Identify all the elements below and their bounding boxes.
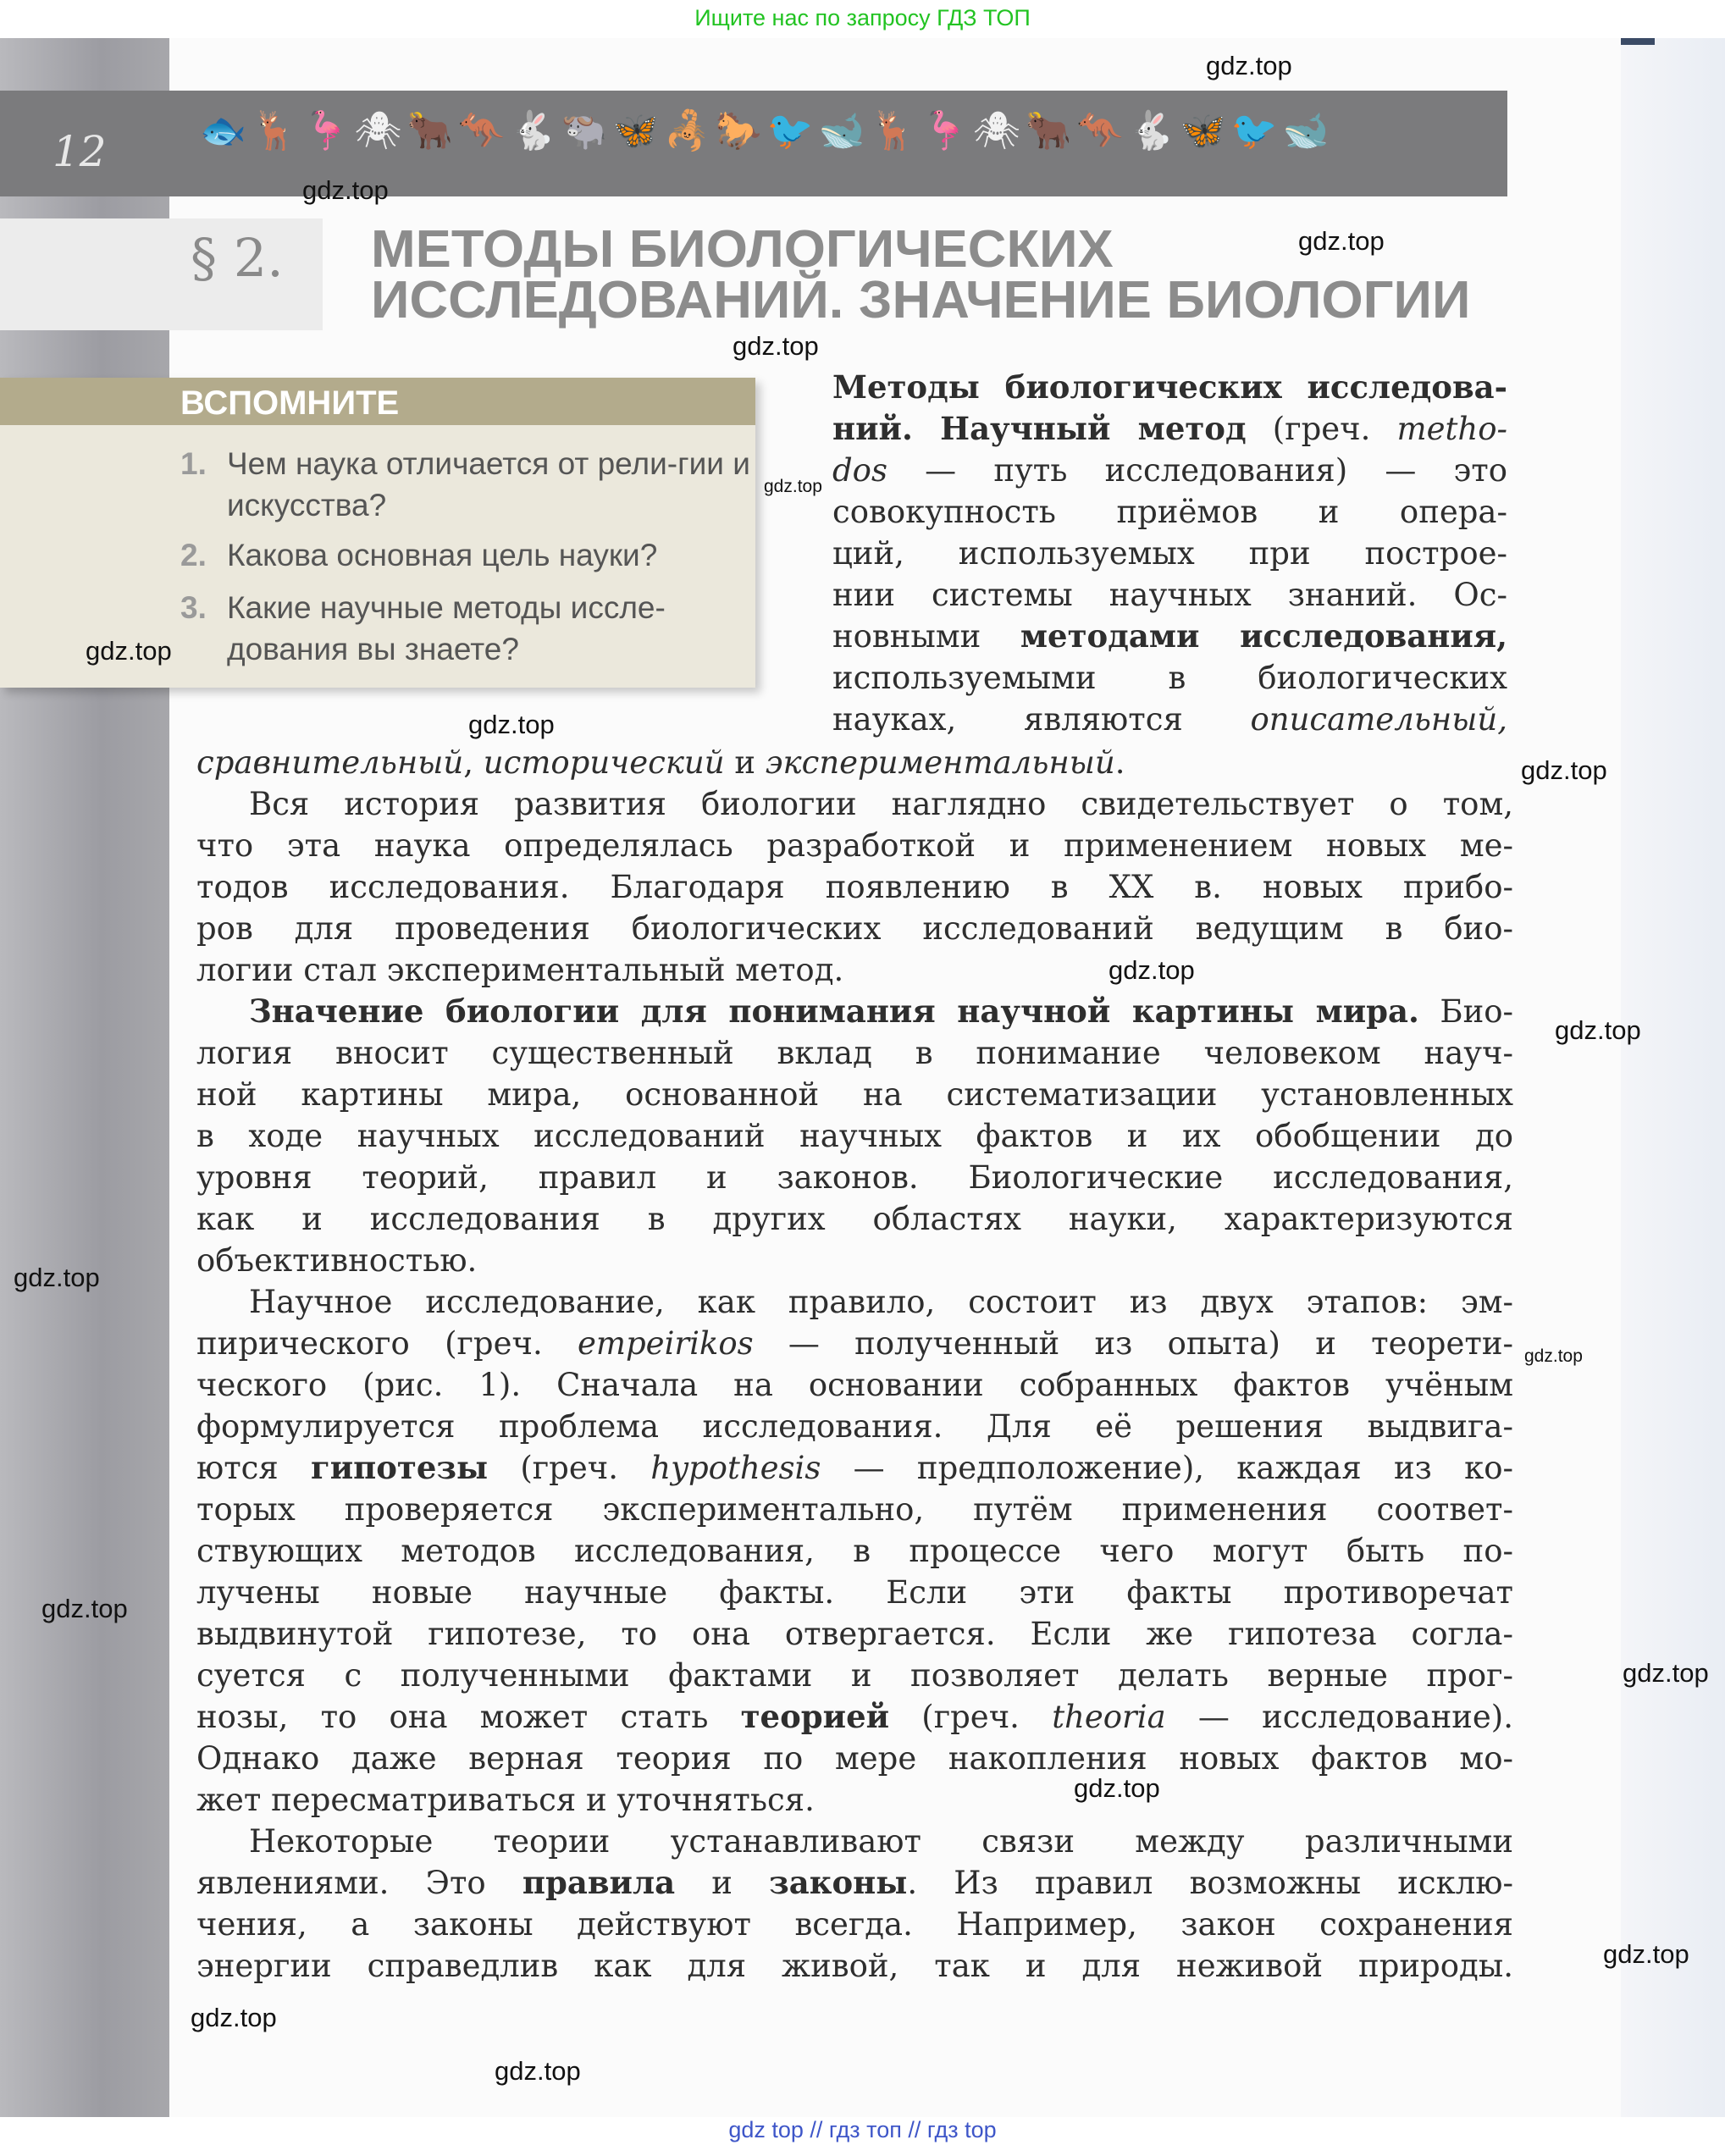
- question-text: Какие научные методы иссле-дования вы знаете?: [227, 590, 666, 666]
- text-line: [832, 491, 1507, 533]
- text-line: [832, 699, 1507, 740]
- italic-term: описательный,: [1250, 701, 1507, 738]
- watermark: gdz.top: [495, 2056, 581, 2086]
- recall-question: [180, 534, 752, 576]
- text-run: ются: [196, 1450, 312, 1486]
- text-line: [196, 908, 1513, 949]
- text-run: выдвинутой гипотезе, то она отвергается. Если же гипотеза согла-: [196, 1616, 1513, 1652]
- watermark: gdz.top: [86, 636, 172, 666]
- page-gutter: [0, 38, 169, 2117]
- section-number: § 2.: [191, 227, 284, 289]
- italic-term: экспериментальный: [765, 744, 1115, 781]
- text-line: [196, 1157, 1513, 1198]
- text-run: явлениями. Это: [196, 1865, 522, 1901]
- text-line: [196, 1406, 1513, 1447]
- watermark: gdz.top: [1109, 955, 1195, 985]
- text-run: в ходе научных исследований научных фактов и их обобщении до: [196, 1118, 1513, 1154]
- text-line: [196, 1862, 1513, 1904]
- text-run: нии системы научных знаний. Ос-: [832, 577, 1507, 613]
- text-run: (греч.: [889, 1699, 1053, 1735]
- next-page-edge: [1621, 38, 1725, 2117]
- watermark: gdz.top: [14, 1263, 100, 1292]
- text-run: энергии справедлив как для живой, так и для неживой природы.: [196, 1948, 1513, 1984]
- text-line: [196, 1655, 1513, 1696]
- italic-term: metho-: [1396, 411, 1507, 447]
- text-run: тодов исследования. Благодаря появлению в XX в. новых прибо-: [196, 869, 1513, 905]
- text-run: ций, используемых при построе-: [832, 535, 1507, 572]
- recall-question: [180, 443, 752, 526]
- text-run: ров для проведения биологических исследований ведущим в био-: [196, 910, 1513, 947]
- text-run: чения, а законы действуют всегда. Например, закон сохранения: [196, 1906, 1513, 1943]
- text-run: суется с полученными фактами и позволяет делать верные прог-: [196, 1657, 1513, 1694]
- text-run: ствующих методов исследования, в процессе чего могут быть по-: [196, 1533, 1513, 1569]
- text-line: [196, 1572, 1513, 1613]
- italic-term: empeirikos: [578, 1325, 754, 1362]
- question-number: 3.: [180, 590, 207, 625]
- text-run: нозы, то она может стать: [196, 1699, 741, 1735]
- text-line: [832, 574, 1507, 616]
- text-run: . Из правил возможны исклю-: [907, 1865, 1514, 1901]
- watermark: gdz.top: [191, 2003, 277, 2032]
- search-hint-banner: Ищите нас по запросу ГДЗ ТОП: [694, 5, 1031, 30]
- bold-term: ний. Научный метод: [832, 410, 1247, 447]
- text-line: [196, 1945, 1513, 1987]
- watermark: gdz.top: [1298, 226, 1385, 256]
- text-run: — предположение), каждая из ко-: [821, 1450, 1513, 1486]
- text-line: [196, 1074, 1513, 1115]
- text-run: торых проверяется экспериментально, путём применения соответ-: [196, 1491, 1513, 1528]
- text-run: .: [1114, 744, 1125, 781]
- text-line: [196, 1904, 1513, 1945]
- text-line: [196, 742, 1513, 783]
- text-run: Био-: [1418, 993, 1514, 1030]
- section-title-line: МЕТОДЫ БИОЛОГИЧЕСКИХ: [371, 220, 1114, 279]
- question-text: Какова основная цель науки?: [227, 538, 658, 572]
- text-line: [196, 1696, 1513, 1738]
- text-run: ,: [463, 744, 484, 781]
- watermark: gdz.top: [1524, 1346, 1583, 1366]
- text-run: логия вносит существенный вклад в понимание человеком науч-: [196, 1035, 1513, 1071]
- text-line: [196, 1821, 1513, 1862]
- page-number: 12: [53, 127, 107, 176]
- text-line: [196, 1032, 1513, 1074]
- text-line: [832, 657, 1507, 699]
- watermark: gdz.top: [1555, 1015, 1641, 1045]
- italic-term: hypothesis: [650, 1450, 821, 1486]
- text-run: жет пересматриваться и уточняться.: [196, 1782, 815, 1818]
- text-run: (греч.: [1246, 411, 1397, 447]
- italic-term: сравнительный: [196, 744, 464, 781]
- bold-term: Значение биологии для понимания научной картины мира.: [249, 992, 1419, 1030]
- right-column-text: [832, 367, 1507, 740]
- watermark: gdz.top: [733, 331, 819, 361]
- text-run: как и исследования в других областях науки, характеризуются: [196, 1201, 1513, 1237]
- question-number: 1.: [180, 446, 207, 481]
- main-body-text: [196, 742, 1513, 1987]
- text-run: и: [724, 744, 766, 781]
- text-line: [196, 1489, 1513, 1530]
- question-number: 2.: [180, 538, 207, 572]
- text-run: науках, являются: [832, 701, 1251, 738]
- section-title-line: ИССЛЕДОВАНИЙ. ЗНАЧЕНИЕ БИОЛОГИИ: [371, 271, 1471, 329]
- text-line: [196, 1115, 1513, 1157]
- text-run: уровня теорий, правил и законов. Биологические исследования,: [196, 1159, 1513, 1196]
- text-line: [196, 1447, 1513, 1489]
- text-run: — исследование).: [1165, 1699, 1513, 1735]
- animal-silhouettes-icon: 🐟🦌🦩🕷🐂🦘🐇🐃🦋🦂🐎🐦🐋🦌🦩🕷🐂🦘🐇🦋🐦🐋: [200, 109, 1335, 152]
- text-line: [196, 949, 1513, 991]
- text-run: лучены новые научные факты. Если эти факты противоречат: [196, 1574, 1513, 1611]
- watermark: gdz.top: [1623, 1658, 1709, 1688]
- recall-title: ВСПОМНИТЕ: [180, 384, 400, 422]
- bold-term: Методы биологических исследова-: [832, 368, 1507, 406]
- text-run: (греч.: [488, 1450, 651, 1486]
- watermark: gdz.top: [1603, 1939, 1689, 1969]
- bold-term: правила: [522, 1864, 676, 1901]
- bold-term: гипотезы: [311, 1449, 489, 1486]
- text-run: формулируется проблема исследования. Для её решения выдвига-: [196, 1408, 1513, 1445]
- text-run: Однако даже верная теория по мере накопления новых фактов мо-: [196, 1740, 1513, 1777]
- watermark: gdz.top: [1074, 1773, 1160, 1803]
- text-run: что эта наука определялась разработкой и применением новых ме-: [196, 827, 1513, 864]
- bold-term: теорией: [740, 1698, 890, 1735]
- bold-term: методами исследования,: [1020, 617, 1508, 655]
- text-run: и: [675, 1865, 770, 1901]
- text-line: [832, 616, 1507, 657]
- text-run: ческого (рис. 1). Сначала на основании собранных фактов учёным: [196, 1367, 1513, 1403]
- text-line: [832, 408, 1507, 450]
- italic-term: theoria: [1052, 1699, 1166, 1735]
- text-run: — полученный из опыта) и теорети-: [753, 1325, 1513, 1362]
- bold-term: законы: [769, 1864, 908, 1901]
- text-line: [832, 533, 1507, 574]
- text-line: [196, 866, 1513, 908]
- italic-term: dos: [832, 452, 887, 489]
- recall-header: [0, 378, 755, 425]
- text-line: [196, 1281, 1513, 1323]
- text-line: [196, 1240, 1513, 1281]
- text-run: Вся история развития биологии наглядно свидетельствует о том,: [249, 786, 1513, 822]
- watermark: gdz.top: [468, 710, 555, 739]
- watermark: gdz.top: [1206, 51, 1292, 80]
- text-line: [832, 367, 1507, 408]
- text-line: [196, 783, 1513, 825]
- footer-watermark: gdz top // гдз топ // гдз top: [728, 2117, 997, 2142]
- text-line: [196, 1613, 1513, 1655]
- text-run: Некоторые теории устанавливают связи между различными: [249, 1823, 1513, 1860]
- text-line: [196, 1530, 1513, 1572]
- text-line: [196, 1364, 1513, 1406]
- watermark: gdz.top: [1521, 755, 1607, 785]
- text-line: [196, 1323, 1513, 1364]
- text-run: новными: [832, 618, 1020, 655]
- italic-term: исторический: [483, 744, 725, 781]
- text-run: логии стал экспериментальный метод.: [196, 952, 844, 988]
- recall-question: [180, 587, 752, 670]
- watermark: gdz.top: [764, 477, 822, 496]
- text-line: [196, 1198, 1513, 1240]
- watermark: gdz.top: [41, 1594, 128, 1623]
- text-line: [196, 991, 1513, 1032]
- text-run: Научное исследование, как правило, состоит из двух этапов: эм-: [249, 1284, 1513, 1320]
- text-line: [196, 1779, 1513, 1821]
- text-line: [832, 450, 1507, 491]
- text-run: используемыми в биологических: [832, 660, 1507, 696]
- text-run: — путь исследования) — это: [887, 452, 1507, 489]
- text-run: совокупность приёмов и опера-: [832, 494, 1507, 530]
- text-line: [196, 825, 1513, 866]
- question-text: Чем наука отличается от рели-гии и искусства?: [227, 446, 750, 522]
- watermark: gdz.top: [302, 175, 389, 205]
- text-run: объективностью.: [196, 1242, 478, 1279]
- text-run: пирического (греч.: [196, 1325, 578, 1362]
- page-edge-mark: [1621, 38, 1655, 45]
- text-run: ной картины мира, основанной на систематизации установленных: [196, 1076, 1513, 1113]
- text-line: [196, 1738, 1513, 1779]
